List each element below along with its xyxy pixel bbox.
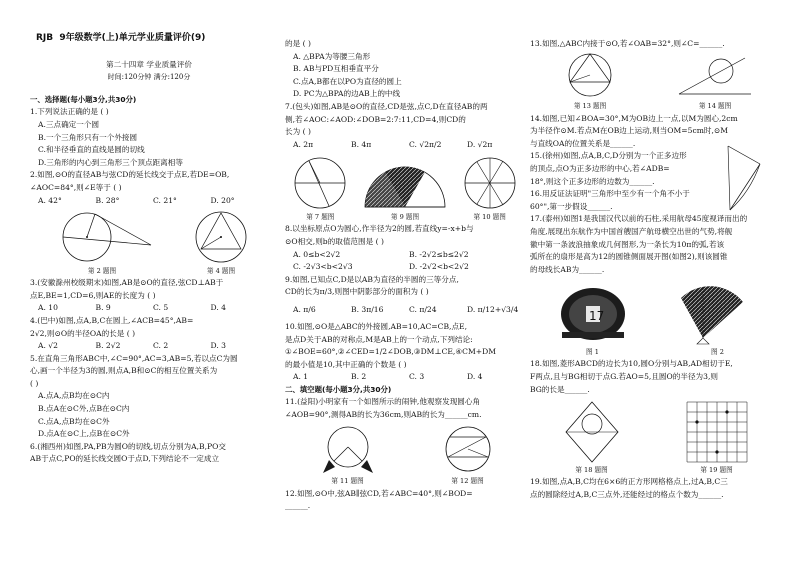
q9-stem-line2: CD的长为π/3,则图中阴影部分的面积为 ( ) [285, 287, 429, 297]
header-title-text: 9年级数学(上)单元学业质量评价(9) [59, 33, 206, 43]
section-choice-heading: 一、选择题(每小题3分,共30分) [30, 94, 137, 104]
q7-option-c: C. √2π/2 [409, 139, 442, 149]
figures-q13-q14 [530, 51, 780, 113]
figure-q19 [685, 400, 749, 464]
q10-option-c: C. 3 [409, 372, 425, 382]
q6-option-c: C.点A,B都在以PO为直径的圆上 [293, 76, 402, 86]
q5-stem-line1: 5.在直角三角形ABC中,∠C=90°,AC=3,AB=5,若以点C为圆 [30, 353, 238, 363]
caption-q10: 第 10 题图 [473, 212, 506, 221]
q7-stem-line1: 7.(包头)如图,AB是⊙O的直径,CD是弦,点C,D在直径AB的两 [285, 101, 488, 111]
q11-stem-line1: 11.(益阳)小明家有一个如图所示的闹钟,他观察发现圆心角 [285, 397, 481, 407]
q6-option-a: A. △BPA为等腰三角形 [293, 51, 371, 61]
q4-option-a: A. √2 [38, 341, 58, 351]
q6-stem-line1: 6.(湘西州)如图,PA,PB为圆O的切线,切点分别为A,B,PO交 [30, 441, 226, 451]
header-title [36, 32, 268, 45]
q6-option-d: D. PC为△BPA的边AB上的中线 [293, 89, 401, 99]
figures-q17 [530, 276, 780, 358]
q1-option-b: B.一个三角形只有一个外接圆 [38, 132, 138, 142]
q5-option-d: D.点A在⊙C上,点B在⊙C外 [38, 429, 130, 439]
q9-option-c: C. π/24 [409, 304, 437, 314]
q15-stem-line2: 的顶点,点O为正多边形的中心,若∠ADB= [530, 163, 670, 173]
q2-options [30, 195, 268, 208]
q19-stem-line2: 点的圆除经过A,B,C三点外,还能经过的格点个数为______. [530, 489, 724, 499]
caption-q11: 第 11 题图 [331, 477, 364, 486]
figure-q7 [289, 153, 351, 211]
figure-q9 [360, 153, 450, 211]
q16-stem-line1: 16.用反证法证明"三角形中至少有一个角不小于 [530, 189, 690, 199]
q4-option-b: B. 2√2 [95, 341, 121, 351]
q6-stem-tail: 的是 ( ) [285, 39, 311, 48]
column-left [30, 0, 268, 561]
figure-q17-sector [673, 280, 763, 346]
q2-option-d: D. 20° [210, 195, 235, 205]
q17-stem-line3: 徽中第一条波浪抽象成几何图形,为一条长为10π的弧,若该 [530, 239, 725, 249]
q4-option-c: C. 2 [153, 341, 169, 351]
q1-option-d: D.三角形的内心到三角形三个顶点距离相等 [38, 157, 183, 167]
q1-stem: 1.下列说法正确的是 ( ) [30, 107, 109, 117]
caption-q13: 第 13 题图 [573, 102, 607, 110]
q8-options-row2 [285, 261, 525, 274]
figures-q11-q12 [285, 422, 525, 488]
q3-stem-line2: 点E,BE=1,CD=6,则AE的长度为 ( ) [30, 290, 156, 300]
q15-stem-line3: 18°,则这个正多边形的边数为______. [530, 176, 655, 186]
figures-q2-q4 [30, 207, 268, 277]
q17-stem-line5: 的母线长AB为______. [530, 264, 605, 274]
q18-stem-line2: F两点,且与BG相切于点G.若AO=5,且圆O的半径为3,则 [530, 371, 718, 381]
q4-stem-line2: 2√2,则⊙O的半径OA的长是 ( ) [30, 328, 136, 338]
q12-stem-line1: 12.如图,⊙O中,弦AB∥弦CD,若∠ABC=40°,则∠BOD= [285, 488, 473, 498]
q8-option-a: A. 0≤b<2√2 [293, 249, 341, 259]
q13-stem: 13.如图,△ABC内接于⊙O,若∠OAB=32°,则∠C=______. [530, 39, 725, 48]
q10-stem-line2: 是点D关于AB的对称点,M是AB上的一个动点,下列结论: [285, 334, 473, 344]
q10-options [285, 371, 525, 384]
figure-q2 [47, 207, 157, 265]
q17-stem-line4: 弧所在的扇形是高为12的圆锥侧面展开图(如图2),则该圆锥 [530, 252, 728, 262]
q6-option-b: B. AB与PD互相垂直平分 [293, 64, 379, 74]
caption-q2: 第 2 题图 [87, 266, 117, 275]
caption-q17-fig2: 图 2 [711, 347, 724, 356]
q8-stem-line2: ⊙O相交,则b的取值范围是 ( ) [285, 236, 384, 246]
q3-option-c: C. 5 [153, 303, 169, 313]
q3-option-d: D. 4 [210, 303, 226, 313]
q4-option-d: D. 3 [210, 341, 226, 351]
q16-stem-line2: 60°",第一步假设______. [530, 201, 613, 211]
q10-stem-line3: ①∠BOE=60°,②∠CED=1/2∠DOB,③DM⊥CE,④CM+DM [285, 347, 496, 357]
q9-stem-line1: 9.如图,已知点C,D是以AB为直径的半圆的三等分点, [285, 274, 459, 284]
q4-stem-line1: 4.(巴中)如图,点A,B,C在圆上,∠ACB=45°,AB= [30, 315, 194, 325]
q10-option-a: A. 1 [293, 372, 309, 382]
q12-stem-line2: ______. [285, 501, 311, 511]
q19-stem-line1: 19.如图,点A,B,C均在6×6的正方形网格格点上,过A,B,C三 [530, 477, 728, 487]
q5-stem-line3: ( ) [30, 378, 39, 388]
q7-stem-line3: 长为 ( ) [285, 127, 311, 137]
header-tag: RJB [36, 33, 54, 43]
q3-option-b: B. 9 [95, 303, 111, 313]
q2-option-c: C. 21° [153, 195, 177, 205]
q9-option-b: B. 3π/16 [351, 304, 384, 314]
q3-option-a: A. 10 [38, 303, 58, 313]
q9-options [285, 299, 525, 321]
q14-stem-line1: 14.如图,已知∠BOA=30°,M为OB边上一点,以M为圆心,2cm [530, 113, 738, 123]
figure-q4 [191, 207, 251, 265]
q15-block [530, 150, 780, 213]
q4-options [30, 340, 268, 353]
chapter-title: 第二十四章 学业质量评价 [106, 59, 192, 69]
q11-stem-line2: ∠AOB=90°,测得AB的长为36cm,则AB的长为______cm. [285, 410, 482, 420]
svg-text:17: 17 [588, 308, 604, 323]
q5-option-c: C.点A,点B均在⊙C外 [38, 416, 110, 426]
q17-stem-line1: 17.(泰州)如图1是我国汉代以前的石柱,采用航母45度视译而出的 [530, 214, 748, 224]
q8-option-c: C. -2√3<b<2√3 [293, 262, 353, 272]
q7-options [285, 139, 525, 152]
caption-q19: 第 19 题图 [700, 465, 733, 474]
q1-option-c: C.和半径垂直的直线是圆的切线 [38, 145, 145, 155]
q3-options [30, 302, 268, 315]
q3-stem-line1: 3.(安徽滁州校级期末)如图,AB是⊙O的直径,弦CD⊥AB于 [30, 278, 224, 288]
caption-q12: 第 12 题图 [451, 477, 484, 486]
section-fill-heading: 二、填空题(每小题3分,共30分) [285, 384, 392, 394]
caption-q18: 第 18 题图 [575, 465, 608, 474]
q8-option-d: D. -2√2<b<2√2 [409, 262, 469, 272]
q5-option-b: B.点A在⊙C外,点B在⊙C内 [38, 404, 130, 414]
figure-q13 [555, 50, 625, 100]
q18-stem-line1: 18.如图,菱形ABCD的边长为10,圆O分别与AB,AD相切于E, [530, 359, 733, 369]
q15-stem-line1: 15.(徐州)如图,点A,B,C,D分别为一个正多边形 [530, 151, 687, 161]
q8-options-row1 [285, 249, 525, 262]
figure-q10 [459, 153, 521, 211]
caption-q7: 第 7 题图 [306, 212, 335, 221]
q7-option-a: A. 2π [293, 139, 314, 149]
q5-stem-line2: 心,画一个半径为3的圆,则点A,B和⊙C的相互位置关系为 [30, 366, 218, 376]
caption-q14: 第 14 题图 [698, 102, 732, 110]
q2-option-b: B. 28° [95, 195, 120, 205]
column-middle [285, 0, 525, 561]
q10-stem-line1: 10.如图,⊙O是△ABC的外接圆,AB=10,AC=CB,点E, [285, 321, 468, 331]
figure-q14 [675, 50, 755, 100]
figure-q12 [438, 423, 498, 475]
q9-option-d: D. π/12+√3/4 [467, 304, 519, 314]
q2-stem-line2: ∠AOC=84°,则∠E等于 ( ) [30, 182, 122, 192]
figure-q15 [720, 142, 772, 214]
q10-option-b: B. 2 [351, 372, 367, 382]
q2-option-a: A. 42° [38, 195, 62, 205]
q8-option-b: B. -2√2≤b≤2√2 [409, 249, 469, 259]
q7-option-d: D. √2π [467, 139, 493, 149]
column-right [530, 0, 780, 561]
q14-stem-line3: 与直线OA的位置关系是______. [530, 138, 636, 148]
figures-q18-q19 [530, 396, 780, 476]
q7-stem-line2: 侧,若∠AOC:∠AOD:∠DOB=2:7:11,CD=4,则CD的 [285, 114, 466, 124]
exam-meta: 时间:120分钟 满分:120分 [107, 73, 191, 82]
caption-q4: 第 4 题图 [206, 266, 236, 275]
q6-stem-line2: AB于点C,PO的延长线交圆O于点D,下列结论不一定成立 [30, 454, 220, 464]
q10-stem-line4: 的最小值是10,其中正确的个数是 ( ) [285, 359, 407, 369]
q10-option-d: D. 4 [467, 372, 483, 382]
caption-q17-fig1: 图 1 [586, 347, 599, 356]
q5-option-a: A.点A,点B均在⊙C内 [38, 391, 110, 401]
q9-option-a: A. π/6 [293, 304, 316, 314]
q7-option-b: B. 4π [351, 139, 372, 149]
q8-stem-line1: 8.以坐标原点O为圆心,作半径为2的圆,若直线y=-x+b与 [285, 224, 474, 234]
q1-option-a: A.三点确定一个圆 [38, 119, 100, 129]
figure-q17-emblem [548, 280, 638, 346]
q14-stem-line2: 为半径作⊙M.若点M在OB边上运动,则当OM=5cm时,⊙M [530, 126, 729, 136]
figure-q11 [313, 423, 383, 475]
q17-stem-line2: 角度,展现出东航作为中国首艘国产航母横空出世的气势,将舰 [530, 226, 733, 236]
figures-q7-q9-q10 [285, 151, 525, 223]
q2-stem-line1: 2.如图,⊙O的直径AB与弦CD的延长线交于点E,若DE=OB, [30, 170, 230, 180]
q18-stem-line3: BG的长是______. [530, 384, 590, 394]
figure-q18 [562, 400, 622, 464]
caption-q9: 第 9 题图 [390, 212, 420, 221]
